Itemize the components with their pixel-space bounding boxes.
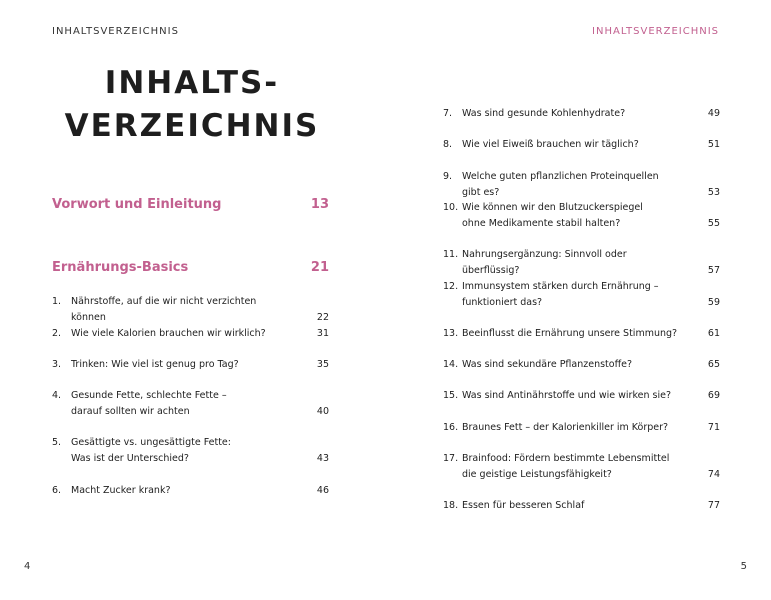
entry-number: 5. bbox=[52, 437, 62, 448]
entry-number: 6. bbox=[52, 485, 62, 496]
entry-number: 1. bbox=[52, 296, 62, 307]
entry-title: Wie können wir den Blutzuckerspiegel ohne Medikamente stabil halten? bbox=[462, 202, 643, 229]
section-label: Vorwort und Einleitung bbox=[52, 197, 222, 212]
entry-number: 14. bbox=[443, 359, 459, 370]
entry-page: 77 bbox=[707, 500, 720, 511]
toc-entry bbox=[443, 357, 720, 373]
page-number-left: 4 bbox=[24, 561, 31, 572]
running-header-right: INHALTSVERZEICHNIS bbox=[592, 26, 719, 37]
entry-number: 12. bbox=[443, 281, 459, 292]
entry-page: 46 bbox=[316, 485, 329, 496]
entry-number: 17. bbox=[443, 453, 459, 464]
toc-entry bbox=[443, 137, 720, 153]
toc-entry bbox=[443, 388, 720, 404]
entry-number: 2. bbox=[52, 328, 62, 339]
entry-title: Nährstoffe, auf die wir nicht verzichten können bbox=[71, 296, 257, 323]
entry-title: Nahrungsergänzung: Sinnvoll oder überflüssig? bbox=[462, 249, 627, 276]
entry-page: 57 bbox=[707, 265, 720, 276]
entry-page: 61 bbox=[707, 328, 720, 339]
entry-page: 43 bbox=[316, 453, 329, 464]
entry-page: 65 bbox=[707, 359, 720, 370]
toc-entry bbox=[52, 435, 329, 467]
entry-page: 55 bbox=[707, 218, 720, 229]
entry-title: Was sind Antinährstoffe und wie wirken sie? bbox=[462, 390, 671, 401]
entry-number: 3. bbox=[52, 359, 62, 370]
entry-page: 51 bbox=[707, 139, 720, 150]
entry-title: Was sind gesunde Kohlenhydrate? bbox=[462, 108, 626, 119]
toc-entry bbox=[52, 357, 329, 373]
page-number-right: 5 bbox=[740, 561, 747, 572]
entry-title: Immunsystem stärken durch Ernährung – funktioniert das? bbox=[462, 281, 659, 308]
entry-title: Trinken: Wie viel ist genug pro Tag? bbox=[71, 359, 239, 370]
entry-title: Braunes Fett – der Kalorienkiller im Körper? bbox=[462, 422, 669, 433]
toc-entry bbox=[52, 483, 329, 499]
entry-number: 9. bbox=[443, 171, 453, 182]
section-page: 13 bbox=[310, 197, 329, 212]
entry-page: 22 bbox=[316, 312, 329, 323]
entry-page: 59 bbox=[707, 297, 720, 308]
entry-number: 13. bbox=[443, 328, 459, 339]
toc-entry bbox=[443, 326, 720, 342]
section-ernaehrungs-basics bbox=[52, 260, 329, 275]
entry-page: 53 bbox=[707, 187, 720, 198]
entry-page: 71 bbox=[707, 422, 720, 433]
entry-title: Beeinflusst die Ernährung unsere Stimmung? bbox=[462, 328, 678, 339]
entry-page: 49 bbox=[707, 108, 720, 119]
entry-page: 35 bbox=[316, 359, 329, 370]
toc-entry bbox=[443, 200, 720, 232]
running-header-left: INHALTSVERZEICHNIS bbox=[52, 26, 179, 37]
entry-page: 31 bbox=[316, 328, 329, 339]
entry-title: Was sind sekundäre Pflanzenstoffe? bbox=[462, 359, 633, 370]
title-line-1: INHALTS- bbox=[104, 65, 280, 101]
entry-number: 10. bbox=[443, 202, 459, 213]
entry-title: Brainfood: Fördern bestimmte Lebensmittel die geistige Leistungsfähigkeit? bbox=[462, 453, 670, 480]
entry-number: 18. bbox=[443, 500, 459, 511]
entry-number: 7. bbox=[443, 108, 453, 119]
section-page: 21 bbox=[310, 260, 329, 275]
toc-entry bbox=[443, 420, 720, 436]
entry-number: 16. bbox=[443, 422, 459, 433]
entry-title: Essen für besseren Schlaf bbox=[462, 500, 585, 511]
entry-title: Welche guten pflanzlichen Proteinquellen gibt es? bbox=[462, 171, 659, 198]
entry-title: Macht Zucker krank? bbox=[71, 485, 171, 496]
toc-entry bbox=[443, 169, 720, 201]
toc-entry bbox=[443, 247, 720, 279]
page-title bbox=[52, 62, 332, 148]
entry-page: 40 bbox=[316, 406, 329, 417]
entry-number: 4. bbox=[52, 390, 62, 401]
toc-entry bbox=[443, 498, 720, 514]
entry-number: 8. bbox=[443, 139, 453, 150]
entry-title: Wie viele Kalorien brauchen wir wirklich? bbox=[71, 328, 266, 339]
section-label: Ernährungs-Basics bbox=[52, 260, 189, 275]
toc-entry bbox=[52, 388, 329, 420]
entry-title: Wie viel Eiweiß brauchen wir täglich? bbox=[462, 139, 639, 150]
entry-page: 74 bbox=[707, 469, 720, 480]
entry-title: Gesättigte vs. ungesättigte Fette: Was ist der Unterschied? bbox=[71, 437, 231, 464]
entry-title: Gesunde Fette, schlechte Fette – darauf sollten wir achten bbox=[71, 390, 227, 417]
toc-entry bbox=[443, 279, 720, 311]
entry-number: 11. bbox=[443, 249, 459, 260]
entry-page: 69 bbox=[707, 390, 720, 401]
toc-entry bbox=[443, 106, 720, 122]
entry-number: 15. bbox=[443, 390, 459, 401]
toc-entry bbox=[52, 294, 329, 326]
title-line-2: VERZEICHNIS bbox=[64, 108, 320, 144]
section-vorwort bbox=[52, 197, 329, 212]
toc-entry bbox=[52, 326, 329, 342]
toc-entry bbox=[443, 451, 720, 483]
